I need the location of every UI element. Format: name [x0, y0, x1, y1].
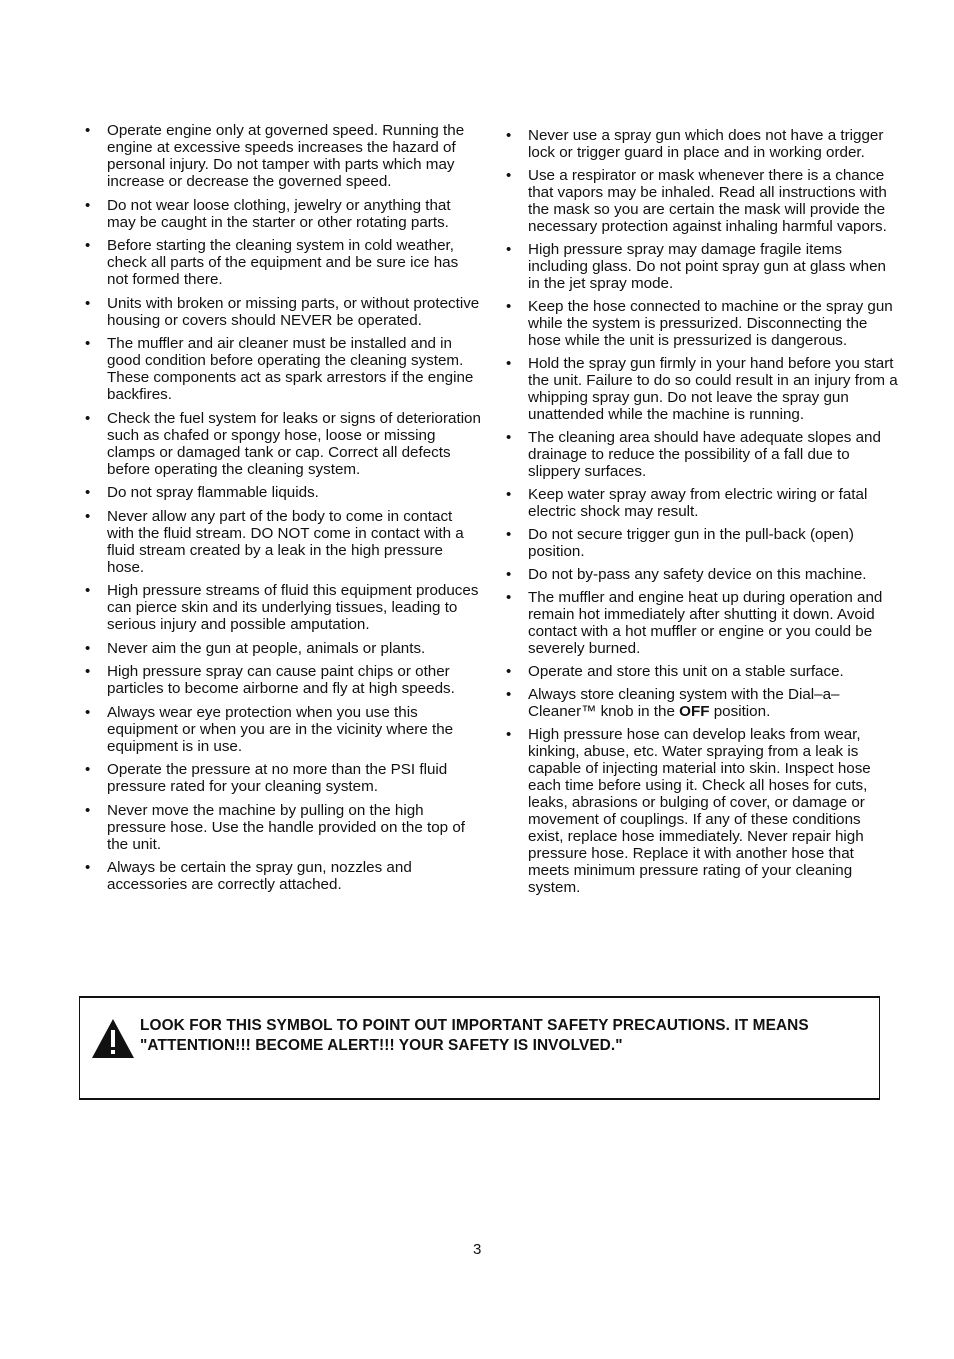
list-item: [503, 589, 898, 657]
bullet: •: [85, 582, 91, 599]
bullet: •: [85, 761, 91, 778]
list-item: [82, 295, 482, 329]
list-item-text: Do not spray flammable liquids.: [107, 484, 319, 501]
list-item: [503, 526, 898, 560]
bullet: •: [506, 566, 512, 583]
list-item-text: Keep water spray away from electric wiring or fatal electric shock may result.: [528, 486, 868, 520]
list-item: [82, 582, 482, 633]
safety-warning-box: [79, 996, 880, 1100]
list-item: [503, 663, 898, 680]
list-item-text: [528, 686, 840, 720]
bullet: •: [506, 686, 512, 703]
list-item-text: Check the fuel system for leaks or signs of deterioration such as chafed or spongy hose, loose or missing clamps or damaged tank or cap. Correct all defects before operating the cleaning system.: [107, 409, 481, 478]
list-item: [82, 640, 482, 657]
bullet: •: [85, 801, 91, 819]
list-item: [503, 241, 898, 292]
bullet: •: [85, 639, 91, 657]
bullet: •: [506, 526, 512, 543]
list-item-text: Before starting the cleaning system in cold weather, check all parts of the equipment and be sure ice has not formed there.: [107, 237, 459, 288]
list-item-text: High pressure streams of fluid this equipment produces can pierce skin and its underlying tissues, leading to serious injury and possible amputation.: [107, 582, 479, 633]
list-item-text: Never use a spray gun which does not have a trigger lock or trigger guard in place and in working order.: [528, 127, 884, 161]
bullet: •: [85, 294, 91, 312]
list-item: [82, 237, 482, 288]
list-item: [503, 127, 898, 161]
list-item-text: Keep the hose connected to machine or the spray gun while the system is pressurized. Disconnecting the hose while the unit is pressurized is dangerous.: [528, 298, 893, 349]
bullet: •: [85, 507, 91, 525]
list-item: [503, 298, 898, 349]
off-position-label: OFF: [679, 703, 710, 720]
bullet: •: [85, 663, 91, 680]
bullet: •: [506, 663, 512, 680]
list-item: [503, 726, 898, 896]
list-item-text: Operate engine only at governed speed. Running the engine at excessive speeds increases the hazard of personal injury. Do not tamper with parts which may increase or decrease the governed speed.: [107, 122, 465, 190]
bullet: •: [85, 484, 91, 501]
bullet: •: [506, 298, 512, 315]
list-item-text: Never move the machine by pulling on the high pressure hose. Use the handle provided on the top of the unit.: [107, 801, 465, 853]
list-item: [503, 486, 898, 520]
list-item: [82, 197, 482, 231]
bullet: •: [85, 703, 91, 721]
list-item-text: Never allow any part of the body to come in contact with the fluid stream. DO NOT come in contact with a fluid stream created by a leak in the high pressure hose.: [107, 507, 464, 576]
bullet: •: [506, 589, 512, 606]
list-item: [503, 429, 898, 480]
bullet: •: [85, 237, 91, 254]
list-item-text: Never aim the gun at people, animals or plants.: [107, 639, 426, 657]
bullet: •: [85, 409, 91, 427]
bullet: •: [506, 429, 512, 446]
list-item-text: Do not wear loose clothing, jewelry or anything that may be caught in the starter or other rotating parts.: [107, 196, 451, 231]
list-item-text: High pressure spray can cause paint chips or other particles to become airborne and fly at high speeds.: [107, 663, 455, 697]
list-item-text: Always wear eye protection when you use this equipment or when you are in the vicinity where the equipment is in use.: [107, 703, 454, 755]
right-column: [503, 127, 898, 902]
page-number: 3: [473, 1241, 482, 1258]
warning-triangle-icon: [91, 1017, 135, 1059]
bullet: •: [506, 127, 512, 144]
bullet: •: [506, 726, 512, 743]
bullet: •: [506, 241, 512, 258]
list-item: [503, 686, 898, 720]
list-item-text: Do not by-pass any safety device on this machine.: [528, 566, 867, 583]
list-item-text: Hold the spray gun firmly in your hand before you start the unit. Failure to do so could result in an injury from a whipping spray gun. Do not leave the spray gun unattended while the machine is running.: [528, 355, 898, 423]
list-item: [82, 704, 482, 755]
list-item-text: The muffler and engine heat up during operation and remain hot immediately after shutting it down. Avoid contact with a hot muffler or engine or you could be severely burned.: [528, 589, 883, 657]
list-item-text: Always be certain the spray gun, nozzles and accessories are correctly attached.: [107, 859, 412, 893]
list-item: [503, 167, 898, 235]
bullet: •: [506, 355, 512, 372]
bullet: •: [85, 335, 91, 352]
dial-item-text-after: position.: [709, 703, 771, 720]
list-item: [82, 663, 482, 697]
list-item: [82, 859, 482, 893]
list-item: [82, 508, 482, 576]
safety-warning-text: LOOK FOR THIS SYMBOL TO POINT OUT IMPORTANT SAFETY PRECAUTIONS. IT MEANS "ATTENTION!!! BECOME ALERT!!! YOUR SAFETY IS INVOLVED.": [140, 1017, 809, 1054]
list-item-text: Operate and store this unit on a stable surface.: [528, 663, 844, 680]
list-item: [82, 802, 482, 853]
bullet: •: [506, 486, 512, 503]
list-item-text: High pressure hose can develop leaks from wear, kinking, abuse, etc. Water spraying from a leak is capable of injecting material into skin. Inspect hose each time before using it. Check all hoses for cuts, leaks, abrasions or bulging of cover, or damage or movement of couplings. If any of these conditions exist, replace hose immediately. Never repair high pressure hose. Replace it with another hose that meets minimum pressure rating of your cleaning system.: [528, 726, 871, 896]
bullet: •: [85, 122, 91, 139]
list-item: [82, 410, 482, 478]
list-item-text: Use a respirator or mask whenever there is a chance that vapors may be inhaled. Read all instructions with the mask so you are certain the mask will provide the necessary protection against inhaling harmful vapors.: [528, 167, 887, 235]
list-item: [503, 355, 898, 423]
bullet: •: [506, 167, 512, 184]
list-item-text: Units with broken or missing parts, or without protective housing or covers should NEVER be operated.: [107, 294, 480, 329]
dial-item-text-before: Always store cleaning system with the Dial–a–Cleaner™ knob in the: [528, 686, 840, 720]
list-item-text: Do not secure trigger gun in the pull-back (open) position.: [528, 526, 854, 560]
list-item: [82, 484, 482, 501]
left-column: [82, 122, 482, 900]
list-item-text: High pressure spray may damage fragile items including glass. Do not point spray gun at glass when in the jet spray mode.: [528, 241, 886, 292]
list-item-text: The cleaning area should have adequate slopes and drainage to reduce the possibility of a fall due to slippery surfaces.: [528, 429, 881, 480]
list-item: [82, 122, 482, 190]
bullet: •: [85, 196, 91, 214]
bullet: •: [85, 859, 91, 876]
list-item-text: Operate the pressure at no more than the PSI fluid pressure rated for your cleaning system.: [107, 761, 448, 795]
list-item-text: The muffler and air cleaner must be installed and in good condition before operating the cleaning system. These components act as spark arrestors if the engine backfires.: [107, 335, 474, 403]
list-item: [82, 761, 482, 795]
list-item: [82, 335, 482, 403]
list-item: [503, 566, 898, 583]
